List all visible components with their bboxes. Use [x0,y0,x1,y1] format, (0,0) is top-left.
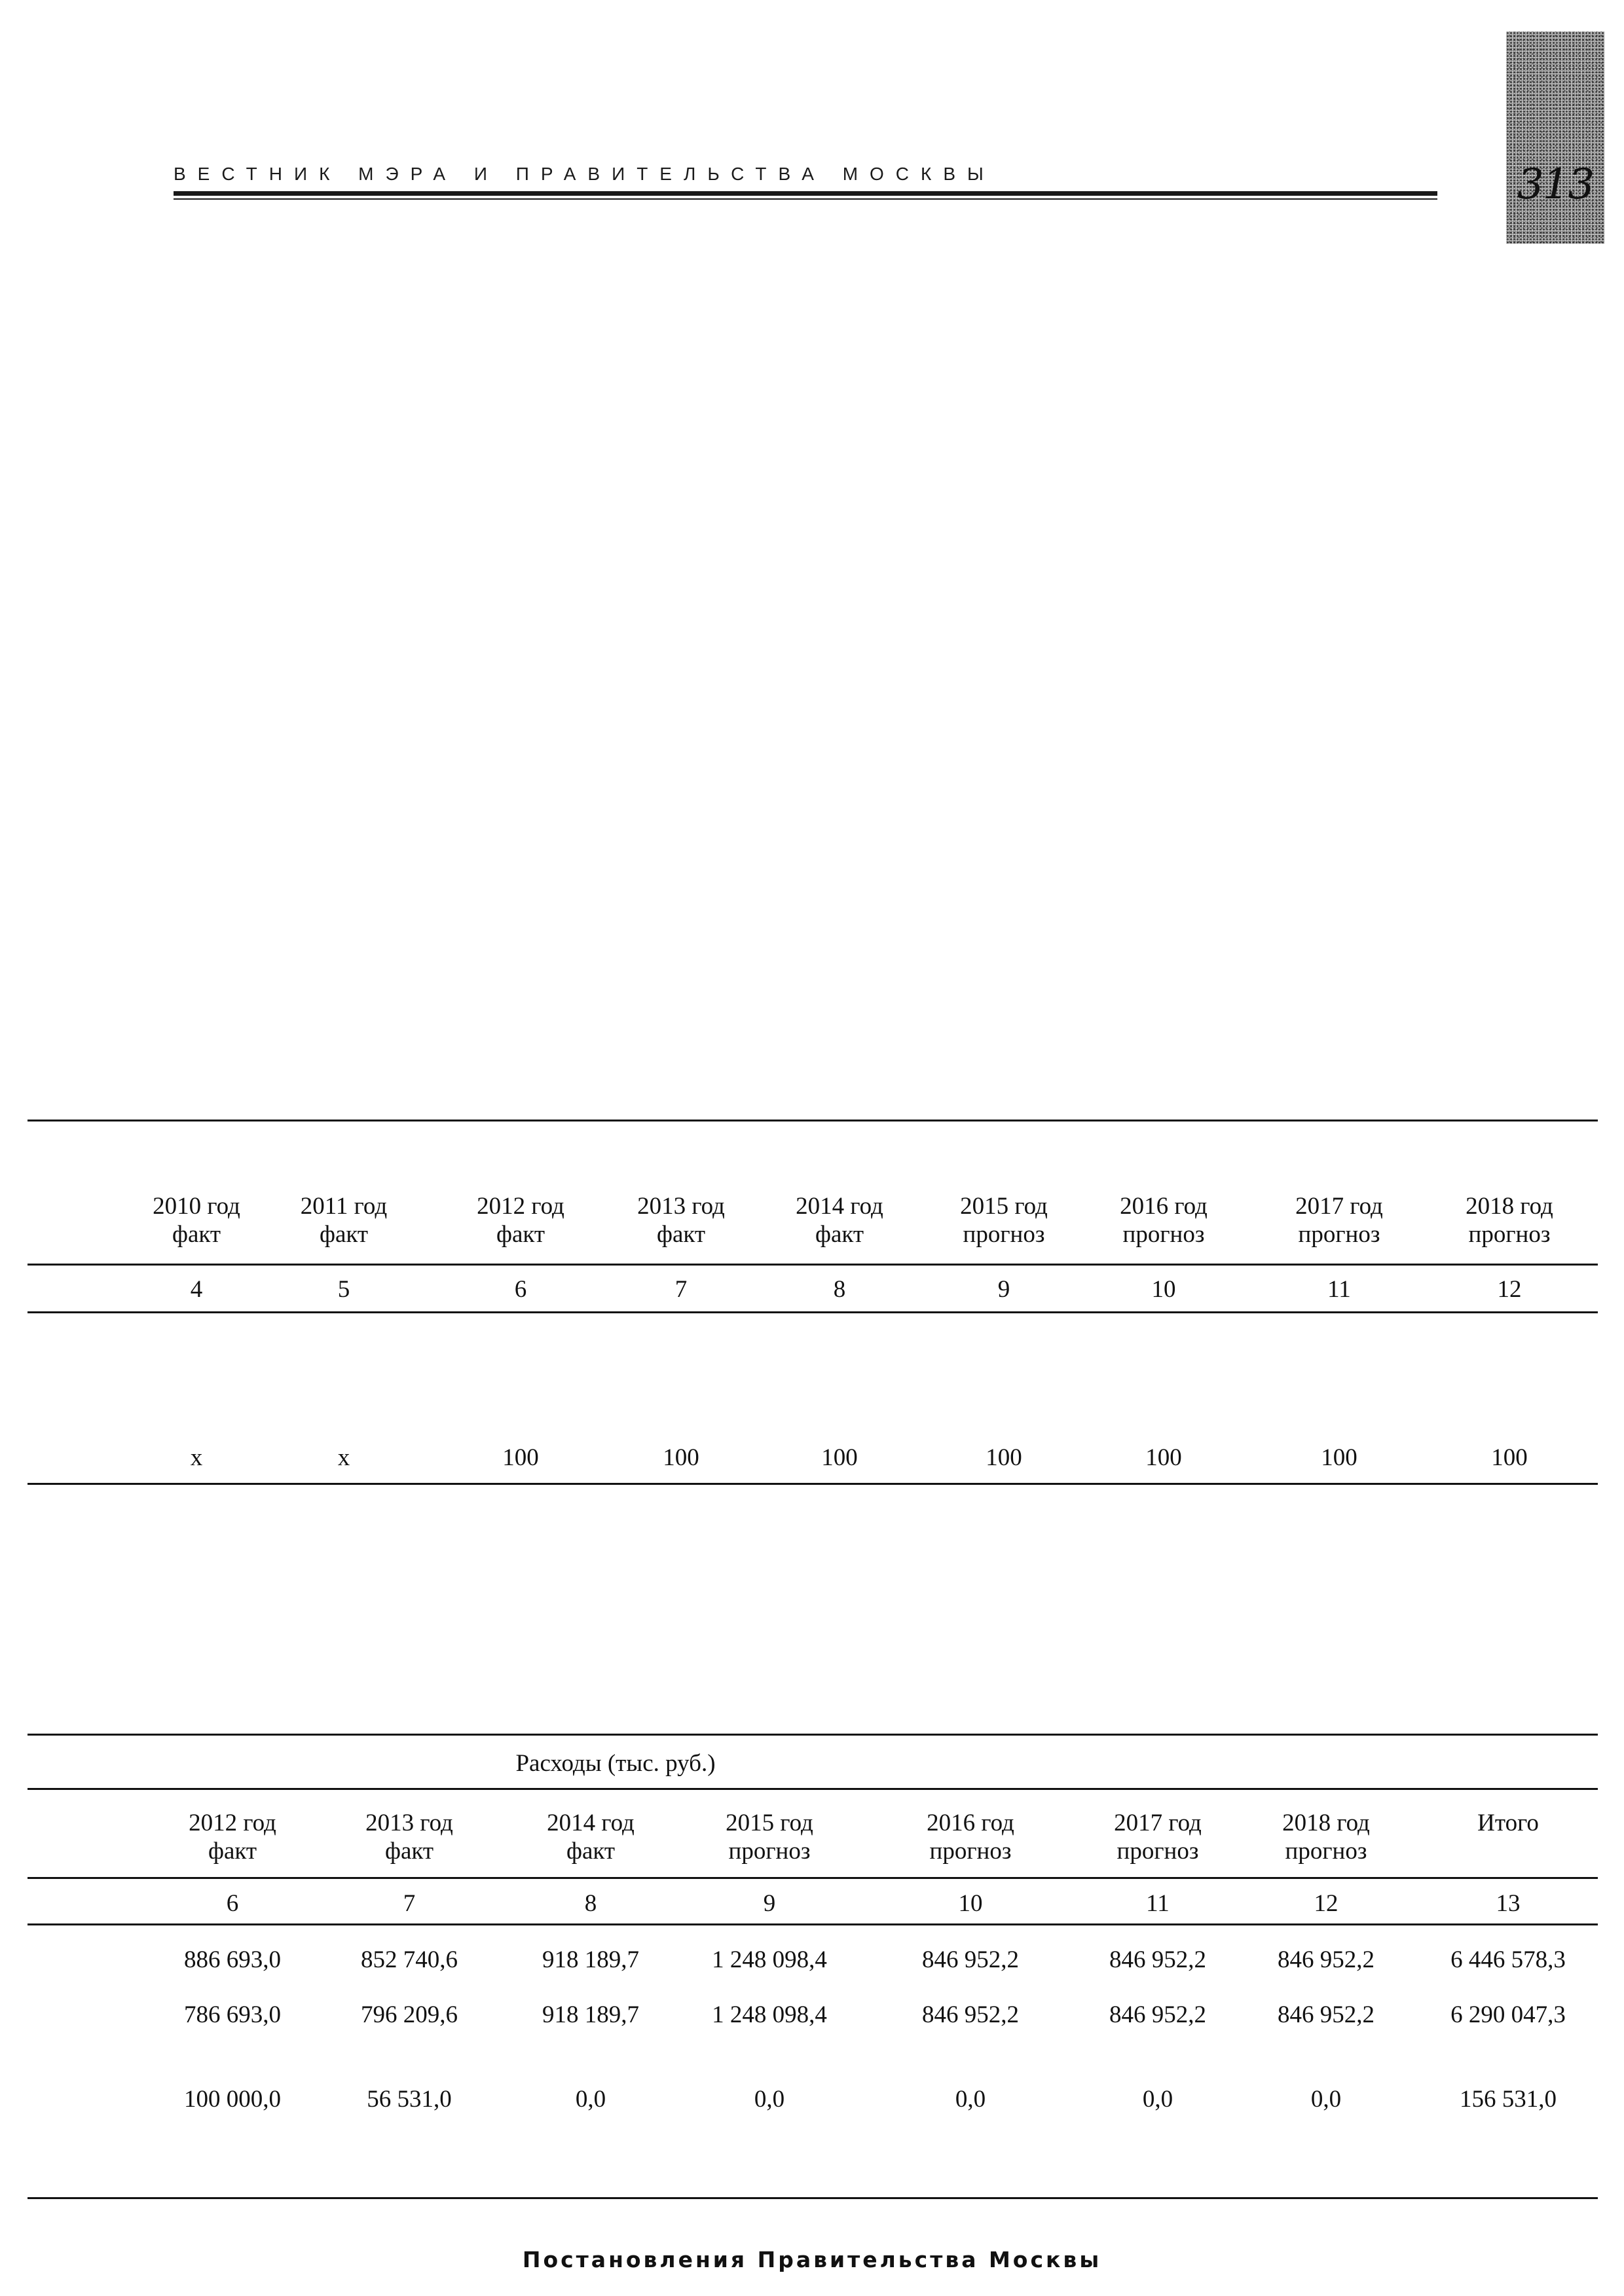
table2-cell: 852 740,6 [361,1946,458,1973]
table1-col-year: 2018 год [1466,1193,1553,1220]
table2-col-number: 8 [584,1890,597,1917]
table1-col-year: 2015 год [960,1193,1048,1220]
header-rule-thick [174,191,1437,196]
table1-col-year: 2010 год [153,1193,240,1220]
table1-bottom-rule [28,1483,1598,1485]
table2-col-year: 2013 год [365,1810,453,1836]
table1-col-year: 2016 год [1120,1193,1208,1220]
table2-col-year: 2012 год [189,1810,276,1836]
table2-col-number: 7 [403,1890,416,1917]
table2-number-rule [28,1923,1598,1925]
table1-cell: 100 [502,1444,539,1471]
table2-col-number: 11 [1146,1890,1170,1917]
table1-col-number: 11 [1327,1276,1351,1303]
table1-top-rule [28,1120,1598,1121]
table2-col-status: прогноз [728,1838,811,1865]
table2-cell: 100 000,0 [184,2086,281,2113]
table1-cell: 100 [663,1444,699,1471]
table2-cell: 6 290 047,3 [1450,2001,1566,2028]
table1-col-number: 7 [674,1276,688,1303]
table2-cell: 1 248 098,4 [712,2001,827,2028]
table2-cell: 56 531,0 [367,2086,452,2113]
running-title: ВЕСТНИК МЭРА И ПРАВИТЕЛЬСТВА МОСКВЫ [174,164,995,184]
table1-cell: 100 [1321,1444,1357,1471]
table2-top-rule [28,1734,1598,1736]
table2-col-year: 2015 год [726,1810,813,1836]
table1-col-status: факт [172,1221,221,1248]
table2-cell: 6 446 578,3 [1450,1946,1566,1973]
table2-col-number: 12 [1314,1890,1338,1917]
table1-col-status: факт [656,1221,706,1248]
table1-cell: х [190,1444,203,1471]
table1-col-status: прогноз [1298,1221,1380,1248]
table2-col-number: 6 [226,1890,239,1917]
table1-cell: 100 [986,1444,1022,1471]
table2-cell: 786 693,0 [184,2001,281,2028]
table2-cell: 846 952,2 [1278,1946,1375,1973]
table2-col-year: 2018 год [1282,1810,1370,1836]
table2-col-year: 2016 год [927,1810,1014,1836]
table2-cell: 0,0 [1310,2086,1342,2113]
table2-cell: 0,0 [575,2086,606,2113]
table2-col-number: 10 [958,1890,983,1917]
table1-col-year: 2011 год [300,1193,388,1220]
table2-cell: 0,0 [955,2086,986,2113]
table2-cell: 1 248 098,4 [712,1946,827,1973]
table2-col-year: 2014 год [547,1810,635,1836]
table2-cell: 846 952,2 [1109,1946,1206,1973]
table2-col-number: 13 [1496,1890,1521,1917]
table1-col-year: 2014 год [796,1193,883,1220]
table1-col-status: прогноз [963,1221,1045,1248]
table1-col-number: 12 [1497,1276,1522,1303]
table1-col-number: 4 [190,1276,203,1303]
table1-col-status: факт [496,1221,545,1248]
table1-col-year: 2017 год [1295,1193,1383,1220]
table2-col-number: 9 [763,1890,776,1917]
table1-number-rule [28,1311,1598,1313]
table1-cell: 100 [821,1444,858,1471]
table2-header-rule [28,1877,1598,1879]
table1-col-year: 2012 год [477,1193,564,1220]
table2-group-rule [28,1788,1598,1790]
table2-cell: 156 531,0 [1460,2086,1557,2113]
table2-col-status: факт [208,1838,257,1865]
table1-col-status: факт [815,1221,864,1248]
table2-col-status: прогноз [1285,1838,1367,1865]
table2-cell: 846 952,2 [922,1946,1019,1973]
table1-col-year: 2013 год [637,1193,725,1220]
table1-col-status: прогноз [1468,1221,1551,1248]
table2-col-status: факт [566,1838,616,1865]
table2-group-header: Расходы (тыс. руб.) [515,1750,716,1777]
table2-cell: 886 693,0 [184,1946,281,1973]
table2-cell: 918 189,7 [542,2001,639,2028]
table1-col-number: 5 [337,1276,350,1303]
table1-cell: х [337,1444,350,1471]
table2-cell: 846 952,2 [922,2001,1019,2028]
table2-cell: 796 209,6 [361,2001,458,2028]
table2-cell: 0,0 [754,2086,785,2113]
table1-col-status: факт [319,1221,369,1248]
table2-col-year: Итого [1477,1810,1539,1836]
footer-section-title: Постановления Правительства Москвы [522,2247,1102,2272]
table1-header-rule [28,1264,1598,1266]
table1-cell: 100 [1145,1444,1182,1471]
table2-col-year: 2017 год [1114,1810,1202,1836]
table2-cell: 846 952,2 [1109,2001,1206,2028]
header-rule-thin [174,198,1437,200]
table2-col-status: прогноз [1116,1838,1199,1865]
table2-bottom-rule [28,2197,1598,2199]
table2-cell: 0,0 [1142,2086,1173,2113]
page-number: 313 [1517,160,1594,209]
table1-col-status: прогноз [1122,1221,1205,1248]
table1-col-number: 6 [514,1276,527,1303]
table1-col-number: 8 [833,1276,846,1303]
table1-col-number: 9 [997,1276,1010,1303]
table2-cell: 918 189,7 [542,1946,639,1973]
table2-cell: 846 952,2 [1278,2001,1375,2028]
table1-cell: 100 [1491,1444,1528,1471]
table1-col-number: 10 [1151,1276,1176,1303]
table2-col-status: прогноз [929,1838,1012,1865]
table2-col-status: факт [384,1838,434,1865]
page-number-badge [1506,31,1604,244]
